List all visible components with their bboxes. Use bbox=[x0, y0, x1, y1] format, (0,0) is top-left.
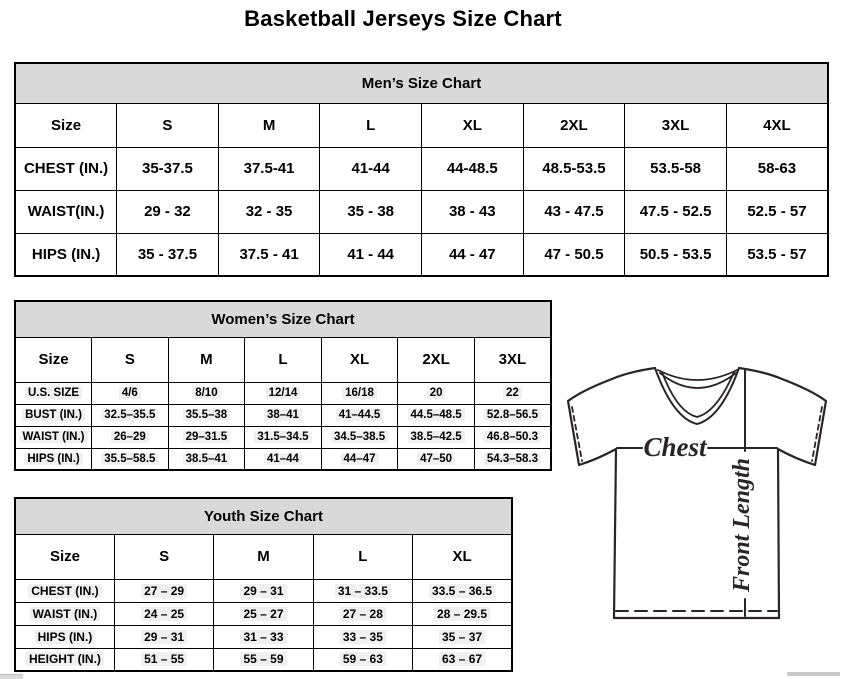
table-title bbox=[15, 498, 512, 534]
table-row bbox=[15, 448, 551, 470]
cell-text: S bbox=[159, 548, 170, 565]
cell-text: HEIGHT (IN.) bbox=[26, 652, 104, 666]
cell-text: CHEST (IN.) bbox=[28, 584, 101, 598]
cell-text: 3XL bbox=[498, 351, 527, 368]
cell-text: 38 - 43 bbox=[448, 203, 496, 220]
mens-size-table bbox=[14, 62, 829, 277]
row-label bbox=[15, 426, 92, 448]
cell-text: 53.5-58 bbox=[650, 160, 701, 177]
column-header bbox=[321, 337, 398, 382]
jersey-outline bbox=[568, 368, 826, 618]
column-header bbox=[398, 337, 475, 382]
data-cell bbox=[114, 625, 213, 648]
table-row bbox=[15, 648, 512, 671]
data-cell bbox=[218, 190, 320, 233]
data-cell bbox=[321, 404, 398, 426]
data-cell bbox=[214, 648, 313, 671]
scrollbar-fragment-right[interactable] bbox=[787, 672, 840, 676]
data-cell bbox=[726, 147, 828, 190]
data-cell bbox=[523, 147, 625, 190]
cell-text: 54.3–58.3 bbox=[484, 453, 541, 465]
data-cell bbox=[245, 426, 322, 448]
cell-text: 22 bbox=[503, 387, 522, 399]
cell-text: S bbox=[124, 351, 135, 368]
data-cell bbox=[625, 190, 727, 233]
cell-text: 35.5–58.5 bbox=[101, 453, 158, 465]
data-cell bbox=[114, 579, 213, 602]
data-cell bbox=[313, 602, 412, 625]
cell-text: 24 – 25 bbox=[141, 607, 187, 621]
cell-text: Men’s Size Chart bbox=[361, 74, 482, 92]
table-title-row bbox=[15, 63, 828, 103]
cell-text: 53.5 - 57 bbox=[747, 245, 807, 263]
table-row bbox=[15, 382, 551, 404]
table-row bbox=[15, 233, 828, 276]
cell-text: 41–44.5 bbox=[336, 409, 384, 421]
row-label bbox=[15, 625, 114, 648]
cell-text: 41 - 44 bbox=[347, 245, 395, 263]
data-cell bbox=[474, 448, 551, 470]
column-header-row bbox=[15, 337, 551, 382]
data-cell bbox=[474, 382, 551, 404]
cell-text: 31.5–34.5 bbox=[254, 431, 311, 443]
chest-label: Chest bbox=[643, 432, 707, 462]
column-header bbox=[15, 337, 92, 382]
data-cell bbox=[413, 579, 512, 602]
cell-text: L bbox=[358, 548, 368, 565]
data-cell bbox=[313, 579, 412, 602]
cell-text: 35 – 37 bbox=[439, 630, 485, 644]
data-cell bbox=[422, 147, 524, 190]
cell-text: 38.5–42.5 bbox=[408, 431, 465, 443]
cell-text: M bbox=[257, 548, 270, 565]
cell-text: WAIST (IN.) bbox=[20, 431, 88, 443]
data-cell bbox=[320, 190, 422, 233]
row-label bbox=[15, 648, 114, 671]
youth-size-table bbox=[14, 497, 513, 672]
table-row bbox=[15, 579, 512, 602]
data-cell bbox=[321, 382, 398, 404]
cell-text: M bbox=[262, 116, 276, 134]
column-header bbox=[625, 103, 727, 147]
cell-text: Size bbox=[51, 116, 82, 134]
cell-text: 50.5 - 53.5 bbox=[639, 245, 712, 263]
data-cell bbox=[474, 426, 551, 448]
row-label bbox=[15, 448, 92, 470]
cell-text: L bbox=[278, 351, 288, 368]
data-cell bbox=[321, 426, 398, 448]
collar-rib-arc-1 bbox=[658, 370, 737, 380]
table-row bbox=[15, 147, 828, 190]
table-row bbox=[15, 190, 828, 233]
data-cell bbox=[114, 648, 213, 671]
data-cell bbox=[726, 190, 828, 233]
data-cell bbox=[117, 190, 219, 233]
cell-text: 63 – 67 bbox=[439, 652, 485, 666]
cell-text: 29 - 32 bbox=[144, 203, 191, 220]
cell-text: 27 – 29 bbox=[141, 584, 187, 598]
column-header bbox=[422, 103, 524, 147]
data-cell bbox=[245, 448, 322, 470]
cell-text: 52.5 - 57 bbox=[747, 203, 807, 220]
data-cell bbox=[474, 404, 551, 426]
cell-text: HIPS (IN.) bbox=[35, 630, 96, 644]
cell-text: 25 – 27 bbox=[240, 607, 286, 621]
cell-text: 35.5–38 bbox=[183, 409, 231, 421]
column-header bbox=[214, 534, 313, 579]
cell-text: 2XL bbox=[422, 351, 450, 368]
cell-text: 16/18 bbox=[342, 387, 377, 399]
data-cell bbox=[625, 233, 727, 276]
column-header bbox=[92, 337, 169, 382]
row-label bbox=[15, 190, 117, 233]
cell-text: 31 – 33 bbox=[240, 630, 286, 644]
column-header bbox=[320, 103, 422, 147]
cell-text: 55 – 59 bbox=[240, 652, 286, 666]
row-label bbox=[15, 579, 114, 602]
cell-text: 48.5-53.5 bbox=[542, 160, 606, 177]
cell-text: 35-37.5 bbox=[142, 160, 193, 177]
column-header bbox=[474, 337, 551, 382]
table-row bbox=[15, 404, 551, 426]
data-cell bbox=[726, 233, 828, 276]
cell-text: M bbox=[200, 351, 213, 368]
cell-text: Women’s Size Chart bbox=[211, 310, 355, 328]
data-cell bbox=[214, 602, 313, 625]
cell-text: 47–50 bbox=[417, 453, 455, 465]
cell-text: CHEST (IN.) bbox=[23, 160, 109, 177]
table-title bbox=[15, 63, 828, 103]
data-cell bbox=[398, 404, 475, 426]
table-row bbox=[15, 602, 512, 625]
cell-text: 44.5–48.5 bbox=[408, 409, 465, 421]
cell-text: 29 – 31 bbox=[141, 630, 187, 644]
row-label bbox=[15, 602, 114, 625]
cell-text: HIPS (IN.) bbox=[24, 453, 82, 465]
cell-text: 43 - 47.5 bbox=[544, 203, 604, 220]
cell-text: 47.5 - 52.5 bbox=[639, 203, 712, 220]
scrollbar-fragment-left[interactable] bbox=[0, 674, 23, 679]
cell-text: 34.5–38.5 bbox=[331, 431, 388, 443]
cell-text: 28 – 29.5 bbox=[434, 607, 490, 621]
cell-text: WAIST (IN.) bbox=[30, 607, 101, 621]
data-cell bbox=[398, 448, 475, 470]
column-header bbox=[218, 103, 320, 147]
column-header bbox=[15, 103, 117, 147]
row-label bbox=[15, 233, 117, 276]
column-header-row bbox=[15, 534, 512, 579]
column-header bbox=[313, 534, 412, 579]
cell-text: 52.8–56.5 bbox=[484, 409, 541, 421]
cell-text: 37.5 - 41 bbox=[239, 245, 299, 263]
data-cell bbox=[413, 648, 512, 671]
data-cell bbox=[92, 448, 169, 470]
cell-text: Size bbox=[49, 548, 80, 565]
data-cell bbox=[245, 382, 322, 404]
cell-text: 20 bbox=[427, 387, 446, 399]
cell-text: Size bbox=[38, 351, 69, 368]
data-cell bbox=[168, 404, 245, 426]
cell-text: 35 - 37.5 bbox=[137, 245, 198, 263]
cell-text: 33.5 – 36.5 bbox=[429, 584, 495, 598]
cell-text: 44 - 47 bbox=[448, 245, 496, 263]
cell-text: 37.5-41 bbox=[243, 160, 295, 177]
data-cell bbox=[117, 147, 219, 190]
cell-text: S bbox=[162, 116, 173, 134]
cell-text: 26–29 bbox=[111, 431, 149, 443]
cell-text: 3XL bbox=[661, 116, 690, 134]
data-cell bbox=[422, 233, 524, 276]
page-title: Basketball Jerseys Size Chart bbox=[244, 6, 562, 31]
column-header bbox=[523, 103, 625, 147]
column-header bbox=[114, 534, 213, 579]
column-header bbox=[15, 534, 114, 579]
column-header bbox=[726, 103, 828, 147]
jersey-measurement-diagram bbox=[558, 360, 842, 645]
cell-text: 29–31.5 bbox=[183, 431, 231, 443]
row-label bbox=[15, 404, 92, 426]
data-cell bbox=[398, 426, 475, 448]
data-cell bbox=[218, 147, 320, 190]
cell-text: HIPS (IN.) bbox=[31, 245, 101, 263]
cell-text: 41–44 bbox=[264, 453, 302, 465]
cell-text: WAIST(IN.) bbox=[27, 203, 105, 220]
cell-text: 59 – 63 bbox=[340, 652, 386, 666]
data-cell bbox=[320, 233, 422, 276]
womens-size-table bbox=[14, 300, 552, 471]
data-cell bbox=[320, 147, 422, 190]
data-cell bbox=[321, 448, 398, 470]
data-cell bbox=[214, 625, 313, 648]
data-cell bbox=[114, 602, 213, 625]
column-header-row bbox=[15, 103, 828, 147]
cell-text: 33 – 35 bbox=[340, 630, 386, 644]
cell-text: 41-44 bbox=[351, 160, 390, 177]
data-cell bbox=[523, 190, 625, 233]
cell-text: XL bbox=[349, 351, 370, 368]
data-cell bbox=[117, 233, 219, 276]
table-title bbox=[15, 301, 551, 337]
cell-text: 4/6 bbox=[119, 387, 141, 399]
data-cell bbox=[214, 579, 313, 602]
cell-text: L bbox=[366, 116, 376, 134]
cell-text: 46.8–50.3 bbox=[484, 431, 541, 443]
cell-text: 38–41 bbox=[264, 409, 302, 421]
table-title-row bbox=[15, 498, 512, 534]
table-title-row bbox=[15, 301, 551, 337]
data-cell bbox=[313, 648, 412, 671]
collar-outer-v bbox=[655, 368, 739, 424]
cell-text: 29 – 31 bbox=[240, 584, 286, 598]
table-row bbox=[15, 426, 551, 448]
collar-inner-v bbox=[662, 372, 734, 417]
cell-text: 58-63 bbox=[757, 160, 797, 177]
data-cell bbox=[398, 382, 475, 404]
data-cell bbox=[422, 190, 524, 233]
table-row bbox=[15, 625, 512, 648]
cell-text: U.S. SIZE bbox=[25, 387, 82, 399]
cell-text: 12/14 bbox=[266, 387, 301, 399]
cell-text: XL bbox=[462, 116, 482, 134]
data-cell bbox=[625, 147, 727, 190]
cell-text: Youth Size Chart bbox=[204, 507, 323, 525]
column-header bbox=[413, 534, 512, 579]
cell-text: 38.5–41 bbox=[183, 453, 231, 465]
cell-text: 4XL bbox=[763, 116, 791, 134]
cell-text: 44–47 bbox=[341, 453, 379, 465]
data-cell bbox=[413, 625, 512, 648]
data-cell bbox=[168, 426, 245, 448]
data-cell bbox=[313, 625, 412, 648]
column-header bbox=[245, 337, 322, 382]
cell-text: 44-48.5 bbox=[446, 160, 498, 177]
cell-text: 27 – 28 bbox=[340, 607, 386, 621]
cell-text: 35 - 38 bbox=[347, 203, 395, 220]
data-cell bbox=[523, 233, 625, 276]
cell-text: XL bbox=[452, 548, 472, 565]
cell-text: BUST (IN.) bbox=[22, 409, 85, 421]
cell-text: 47 - 50.5 bbox=[544, 245, 604, 263]
data-cell bbox=[92, 426, 169, 448]
cell-text: 32.5–35.5 bbox=[101, 409, 158, 421]
cell-text: 51 – 55 bbox=[141, 652, 187, 666]
data-cell bbox=[92, 404, 169, 426]
cell-text: 31 – 33.5 bbox=[335, 584, 391, 598]
column-header bbox=[168, 337, 245, 382]
cell-text: 2XL bbox=[560, 116, 588, 134]
cell-text: 32 - 35 bbox=[245, 203, 293, 220]
data-cell bbox=[413, 602, 512, 625]
data-cell bbox=[218, 233, 320, 276]
row-label bbox=[15, 147, 117, 190]
column-header bbox=[117, 103, 219, 147]
data-cell bbox=[168, 448, 245, 470]
data-cell bbox=[92, 382, 169, 404]
data-cell bbox=[168, 382, 245, 404]
row-label bbox=[15, 382, 92, 404]
front-length-label: Front Length bbox=[729, 457, 755, 593]
data-cell bbox=[245, 404, 322, 426]
cell-text: 8/10 bbox=[192, 387, 220, 399]
